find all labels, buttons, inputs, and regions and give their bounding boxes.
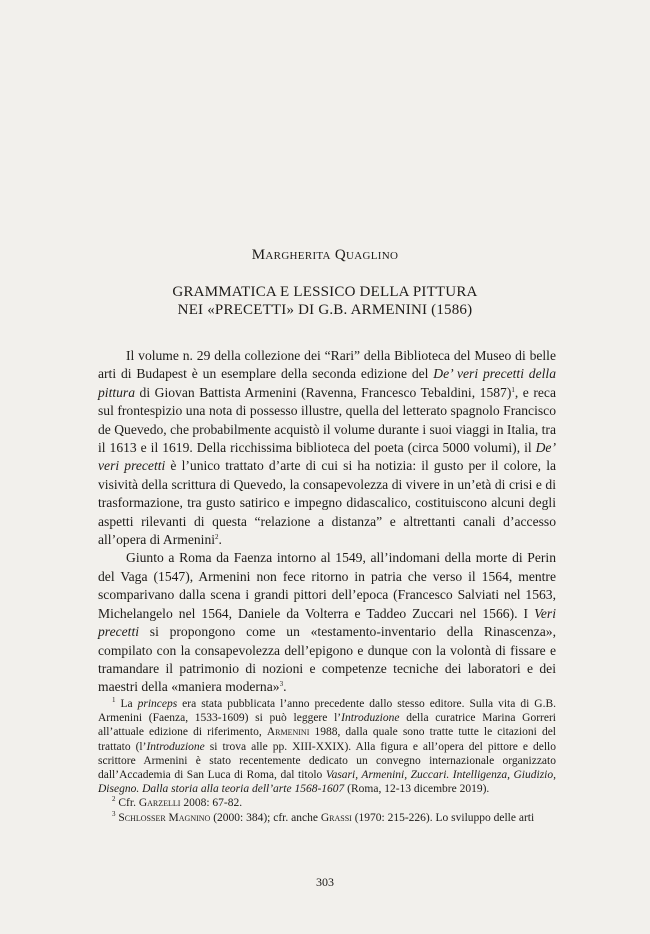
small-caps-name: Garzelli [138,797,181,810]
italic-term: princeps [137,698,178,710]
paragraph-1 [98,347,556,549]
italic-term: Introduzione [341,712,400,725]
italic-title: De’ veri precetti [98,440,556,474]
footnote-3 [98,811,556,825]
footnote-1 [98,697,556,796]
small-caps-name: Schlosser Magnino [118,811,211,824]
text-run: 2008: 67-82. [180,797,243,810]
footnote-number: 1 [112,696,116,704]
text-run: Il volume n. 29 della collezione dei “Rari” della Biblioteca del Museo di belle arti di Budapest è un esemplare della seconda edizione del [98,348,556,382]
author-name: Margherita Quaglino [251,247,399,263]
footnote-2 [98,796,556,810]
italic-title: De’ veri precetti della pittura [98,366,556,400]
footnotes [98,697,556,825]
text-run: si trova alle pp. XIII-XXIX). Alla figura e all’opera del pittore e dello scrittore Armenini è stato recentemente dedicato un convegno internazionale organizzato dall’Accademia di San Luca di Roma, dal titolo [98,740,556,782]
title-line-1: GRAMMATICA E LESSICO DELLA PITTURA [172,284,478,300]
text-run: , e reca sul frontespizio una nota di possesso illustre, quella del letterato spagnolo Francisco de Quevedo, che probabilmente acquistò il volume durante i suoi viaggi in Italia, tra il 1613 e il 1619. Della ricchissima biblioteca del poeta (circa 5000 volumi), il [98,384,556,456]
italic-title: Veri precetti [98,605,556,640]
paragraph-2 [98,549,556,696]
text-run: di Giovan Battista Armenini (Ravenna, Francesco Tebaldini, 1587) [135,384,512,400]
small-caps-name: Armenini [266,726,310,739]
italic-term: Introduzione [146,740,205,753]
text-run: (1970: 215-226). Lo sviluppo delle arti [351,811,535,824]
text-run: . [218,532,222,548]
text-run: (Roma, 12-13 dicembre 2019). [344,783,490,796]
text-run: Giunto a Roma da Faenza intorno al 1549, all’indomani della morte di Perin del Vaga (1547), Armenini non fece ritorno in patria che verso il 1564, mentre scomparivano dalla scena i grandi pittori dell’epoca (Francesco Salviati nel 1563, Michelangelo nel 1564, Daniele da Volterra e Taddeo Zuccari nel 1566). I [98,550,556,621]
footnote-number: 3 [112,809,116,818]
body-text [98,347,556,697]
text-run: Cfr. [115,797,139,810]
footnote-ref: 1 [511,385,515,394]
text-run: della curatrice Marina Gorreri all’attuale edizione di riferimento, [98,712,556,739]
text-run: . [283,679,287,695]
text-run: 1988, dalla quale sono tratte tutte le citazioni del trattato (l’ [98,726,556,753]
small-caps-name: Grassi [320,811,352,824]
footnote-ref: 2 [215,533,219,542]
text-run: si propongono come un «testamento-inventario della Rinascenza», compilato con la consapevolezza dell’epigono e dunque con la volontà di fissare e tramandare il patrimonio di nozioni e competenze tecniche dei laboratori e dei maestri della «maniera moderna» [98,624,556,695]
text-run: era stata pubblicata l’anno precedente dallo stesso editore. Sulla vita di G.B. Armenini (Faenza, 1533-1609) si può leggere l’ [98,698,556,725]
footnote-ref: 3 [279,680,284,689]
page-number: 303 [316,875,334,889]
footnote-number: 2 [112,795,116,804]
title-line-2: NEI «PRECETTI» DI G.B. ARMENINI (1586) [177,302,473,318]
text-run: (2000: 384); cfr. anche [210,811,321,824]
italic-term: Vasari, Armenini, Zuccari. Intelligenza, Giudizio, Disegno. Dalla storia alla teoria dell’arte 1568-1607 [98,769,556,796]
text-run: La [115,698,138,710]
article-title [0,283,650,319]
text-run: è l’unico trattato d’arte di cui si ha notizia: il gusto per il colore, la visività della scrittura di Quevedo, la consapevolezza di vivere in un’età di crisi e di trasformazione, tra gusto satirico e impegno didascalico, costituiscono alcuni degli aspetti rilevanti di questa “relazione a distanza” e altrettanti canali d’accesso all’opera di Armenini [98,458,557,548]
